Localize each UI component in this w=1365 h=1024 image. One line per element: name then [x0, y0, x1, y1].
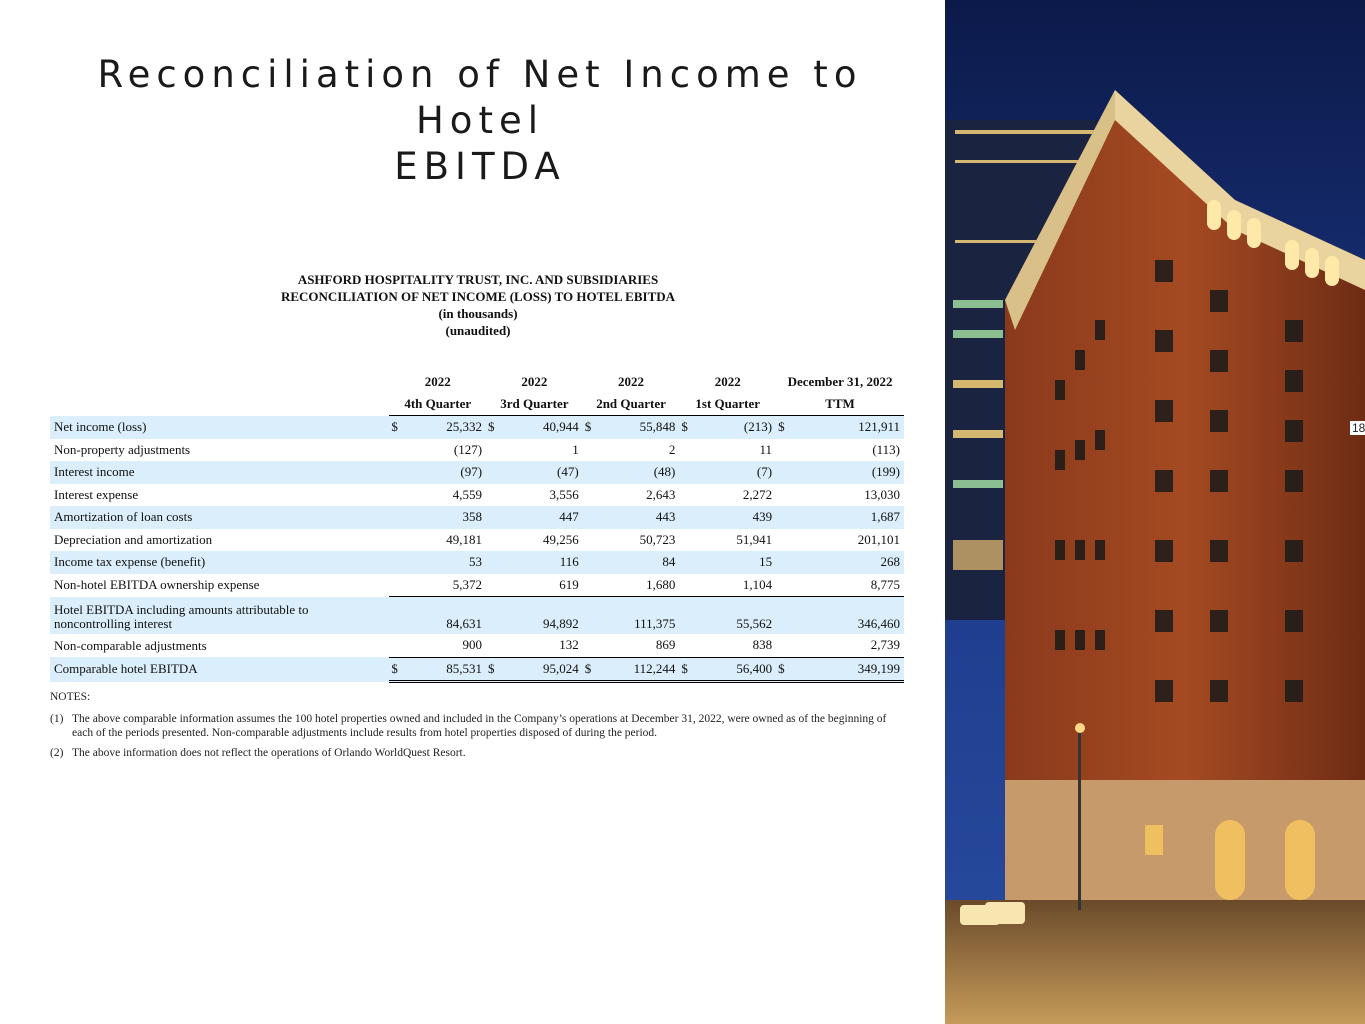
cell-value: 1,680	[597, 574, 680, 597]
cell-value: 95,024	[500, 657, 583, 682]
column-year: December 31, 2022	[787, 374, 893, 389]
table-row-amortization-loan-costs	[50, 506, 904, 529]
table-row-hotel-ebitda	[50, 597, 904, 635]
cell-value: 56,400	[693, 657, 776, 682]
cell-value: 55,562	[693, 597, 776, 635]
cell-value: 439	[693, 506, 776, 529]
slide-title-line-2: EBITDA	[394, 145, 566, 188]
cell-value: 85,531	[403, 657, 486, 682]
currency-symbol: $	[679, 657, 693, 682]
cell-value: 111,375	[597, 597, 680, 635]
cell-value: 447	[500, 506, 583, 529]
cell-value: 900	[403, 634, 486, 657]
slide-title	[30, 52, 930, 190]
cell-value: 121,911	[790, 416, 904, 439]
column-year: 2022	[618, 374, 645, 389]
company-name: ASHFORD HOSPITALITY TRUST, INC. AND SUBSIDIARIES	[297, 272, 659, 287]
cell-value: (213)	[693, 416, 776, 439]
currency-symbol: $	[776, 657, 790, 682]
notes-section	[50, 690, 910, 766]
currency-symbol: $	[486, 657, 500, 682]
cell-value: (47)	[500, 461, 583, 484]
currency-symbol: $	[486, 416, 500, 439]
row-label-line-2: noncontrolling interest	[54, 616, 173, 631]
row-label: Amortization of loan costs	[50, 506, 389, 529]
cell-value: 55,848	[597, 416, 680, 439]
currency-symbol: $	[583, 657, 597, 682]
currency-symbol: $	[389, 657, 403, 682]
currency-symbol: $	[389, 416, 403, 439]
cell-value: 443	[597, 506, 680, 529]
column-year: 2022	[714, 374, 741, 389]
note-number: (2)	[50, 747, 64, 759]
row-label: Non-hotel EBITDA ownership expense	[54, 577, 260, 592]
column-period: 4th Quarter	[389, 393, 486, 416]
cell-value: 13,030	[864, 486, 900, 502]
currency-symbol: $	[776, 416, 790, 439]
row-label: Non-property adjustments	[54, 441, 191, 457]
table-row-non-hotel-ebitda	[50, 574, 904, 597]
column-year: 2022	[521, 374, 548, 389]
row-label: Interest income	[50, 461, 389, 484]
table-row-depreciation	[50, 529, 904, 552]
row-label: Net income (loss)	[50, 416, 389, 439]
cell-value: 94,892	[500, 597, 583, 635]
cell-value: 50,723	[639, 531, 676, 547]
note-number: (1)	[50, 713, 64, 725]
cell-value: 1	[572, 441, 579, 457]
report-units: (in thousands)	[438, 306, 518, 321]
table-row-non-property-adjustments	[50, 439, 904, 462]
note-item	[50, 746, 910, 760]
cell-value: 15	[693, 551, 776, 574]
row-label-line-1: Hotel EBITDA including amounts attributable to	[54, 602, 309, 617]
report-header	[228, 271, 728, 339]
cell-value: 268	[790, 551, 904, 574]
hotel-photo	[945, 0, 1365, 1024]
cell-value: 8,775	[790, 574, 904, 597]
cell-value: (127)	[453, 441, 483, 457]
currency-symbol: $	[679, 416, 693, 439]
cell-value: 358	[403, 506, 486, 529]
row-label: Comparable hotel EBITDA	[50, 657, 389, 682]
slide-title-line-1: Reconciliation of Net Income to Hotel	[97, 53, 863, 142]
cell-value: 349,199	[790, 657, 904, 682]
table-row-income-tax	[50, 551, 904, 574]
reconciliation-table	[50, 371, 904, 683]
row-label: Non-comparable adjustments	[54, 637, 207, 653]
cell-value: 116	[500, 551, 583, 574]
cell-value: (113)	[872, 441, 900, 457]
cell-value: 3,556	[549, 486, 579, 502]
note-item	[50, 712, 910, 740]
column-period: 1st Quarter	[679, 393, 776, 416]
cell-value: 25,332	[403, 416, 486, 439]
cell-value: (48)	[597, 461, 680, 484]
cell-value: (199)	[790, 461, 904, 484]
row-label: Depreciation and amortization	[54, 531, 213, 547]
column-year: 2022	[424, 374, 451, 389]
cell-value: 49,256	[542, 531, 579, 547]
table-row-net-income	[50, 416, 904, 439]
cell-value: 51,941	[736, 531, 773, 547]
cell-value: 112,244	[597, 657, 680, 682]
cell-value: 2	[668, 441, 676, 457]
page-number: 18	[1350, 421, 1365, 435]
cell-value: 2,272	[742, 486, 773, 502]
table-row-non-comparable-adjustments	[50, 634, 904, 657]
cell-value: 2,739	[790, 634, 904, 657]
row-label	[50, 597, 389, 635]
cell-value: 132	[500, 634, 583, 657]
column-period: TTM	[776, 393, 904, 416]
row-label: Income tax expense (benefit)	[50, 551, 389, 574]
cell-value: 53	[403, 551, 486, 574]
table-row-interest-expense	[50, 484, 904, 507]
cell-value: 346,460	[790, 597, 904, 635]
report-heading: RECONCILIATION OF NET INCOME (LOSS) TO HOTEL EBITDA	[280, 289, 676, 304]
cell-value: 84,631	[403, 597, 486, 635]
cell-value: 5,372	[403, 574, 486, 597]
currency-symbol: $	[583, 416, 597, 439]
header-row-periods	[50, 393, 904, 416]
report-audit-status: (unaudited)	[445, 323, 511, 338]
row-label: Interest expense	[54, 486, 139, 502]
note-text: The above information does not reflect the operations of Orlando WorldQuest Resort.	[72, 747, 466, 759]
column-period: 2nd Quarter	[583, 393, 680, 416]
cell-value: 4,559	[452, 486, 483, 502]
cell-value: 40,944	[500, 416, 583, 439]
cell-value: 838	[693, 634, 776, 657]
cell-value: (7)	[693, 461, 776, 484]
table-row-comparable-hotel-ebitda	[50, 657, 904, 682]
cell-value: 619	[500, 574, 583, 597]
cell-value: 201,101	[857, 531, 900, 547]
header-row-years	[50, 371, 904, 393]
note-text: The above comparable information assumes the 100 hotel properties owned and included in the Company’s operations at December 31, 2022, were owned as of the beginning of each of the periods presented. Non-comparable adjustments include results from hotel properties disposed of during the period.	[72, 713, 887, 739]
cell-value: 49,181	[446, 531, 483, 547]
cell-value: 11	[759, 441, 773, 457]
cell-value: 1,687	[790, 506, 904, 529]
cell-value: 1,104	[693, 574, 776, 597]
cell-value: 869	[597, 634, 680, 657]
cell-value: 84	[597, 551, 680, 574]
notes-title: NOTES:	[50, 691, 91, 703]
column-period: 3rd Quarter	[486, 393, 583, 416]
cell-value: (97)	[403, 461, 486, 484]
cell-value: 2,643	[646, 486, 676, 502]
table-row-interest-income	[50, 461, 904, 484]
